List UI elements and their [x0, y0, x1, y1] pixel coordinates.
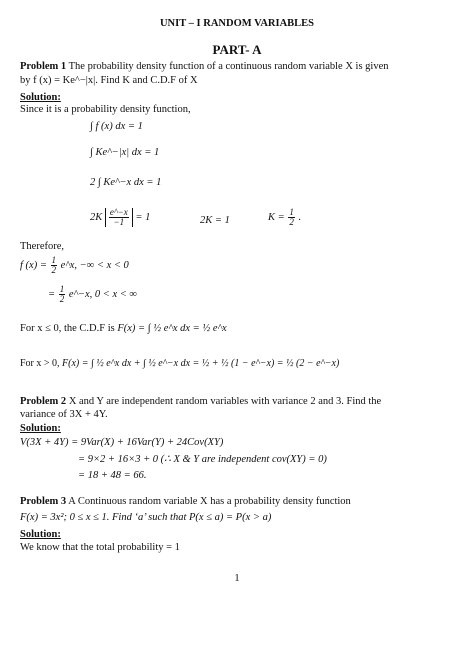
problem3-text-line1: A Continuous random variable X has a probability density function [68, 496, 351, 507]
problem3-solution-label: Solution: [20, 529, 61, 540]
problem1-pdf-line2-numerator: 1 [59, 284, 65, 294]
problem1-cdf-line1 [20, 322, 227, 335]
problem1-eq4-denominator: −1 [113, 217, 125, 227]
part-title: PART- A [212, 42, 262, 57]
problem2-label: Problem 2 [20, 396, 67, 407]
problem1-cdf-line2 [20, 358, 339, 371]
problem1-pdf-line1-numerator: 1 [51, 255, 57, 265]
problem1-cdf2-expr: F(x) = ∫ ½ e^x dx + ∫ ½ e^−x dx = ½ + ½ (1 − e^−x) = ½ (2 − e^−x) [62, 358, 340, 369]
problem2-eq3: = 18 + 48 = 66. [78, 470, 147, 481]
problem1-eq5: 2K = 1 [200, 215, 230, 226]
problem1-cdf1-prefix: For x ≤ 0, the C.D.F is [20, 323, 115, 334]
problem1-cdf2-prefix: For x > 0, [20, 358, 60, 369]
problem1-therefore: Therefore, [20, 241, 65, 252]
problem1-eq4 [90, 208, 150, 227]
page-number: 1 [234, 573, 240, 584]
problem1-pdf-line1-fraction [51, 256, 58, 275]
problem1-pdf-line1 [20, 256, 129, 275]
problem1-text-line1: The probability density function of a continuous random variable X is given [68, 61, 389, 72]
problem1-eq2-text: ∫ Ke^−|x| dx = 1 [90, 147, 160, 158]
problem1-pdf-line1-left: f (x) = [20, 259, 47, 271]
problem1-label: Problem 1 [20, 61, 67, 72]
problem1-eq6-left: K = [268, 211, 285, 223]
problem3-statement-line1 [20, 495, 351, 508]
problem2-solution-label: Solution: [20, 423, 61, 434]
problem1-cdf1-expr: F(x) = ∫ ½ e^x dx = ½ e^x [117, 323, 227, 334]
problem1-eq6-end: . [298, 211, 302, 223]
problem1-pdf-line1-denominator: 2 [51, 265, 57, 275]
problem1-eq6-fraction [288, 208, 295, 227]
unit-title: UNIT – I RANDOM VARIABLES [159, 18, 315, 29]
problem1-pdf-line2-right: e^−x, 0 < x < ∞ [68, 288, 137, 300]
problem1-pdf-line2-denominator: 2 [59, 294, 65, 304]
problem1-eq4-bracket [105, 208, 133, 227]
problem1-solution-label: Solution: [20, 92, 61, 103]
problem1-eq1 [90, 120, 143, 133]
problem1-pdf-line2-left: = [48, 288, 56, 300]
problem1-eq4-fraction [109, 208, 129, 227]
problem3-intro: We know that the total probability = 1 [20, 542, 180, 553]
problem1-pdf-line2-fraction [59, 285, 66, 304]
problem1-intro: Since it is a probability density function, [20, 104, 191, 115]
problem2-eq1: V(3X + 4Y) = 9Var(X) + 16Var(Y) + 24Cov(XY) [20, 437, 224, 448]
problem1-eq1-text: ∫ f (x) dx = 1 [90, 121, 143, 132]
problem1-pdf-line2 [48, 285, 137, 304]
problem1-eq4-left: 2K [90, 211, 103, 223]
problem1-statement-line1 [20, 60, 389, 73]
problem3-text-line2: F(x) = 3x²; 0 ≤ x ≤ 1. Find ‘a’ such that P(x ≤ a) = P(x > a) [20, 512, 272, 523]
problem2-statement-line1 [20, 395, 381, 408]
problem2-text-line1: X and Y are independent random variables with variance 2 and 3. Find the [68, 396, 382, 407]
problem1-eq3 [90, 176, 161, 189]
problem1-eq3-text: 2 ∫ Ke^−x dx = 1 [90, 177, 162, 188]
problem3-label: Problem 3 [20, 496, 67, 507]
problem2-eq2: = 9×2 + 16×3 + 0 (∴ X & Y are independent cov(XY) = 0) [78, 454, 327, 465]
problem2-text-line2: variance of 3X + 4Y. [20, 409, 108, 420]
problem1-text-line2: by f (x) = Ke^−|x|. Find K and C.D.F of X [20, 75, 198, 86]
problem1-eq6-numerator: 1 [289, 207, 294, 217]
problem1-eq2 [90, 146, 159, 159]
problem1-pdf-line1-right: e^x, −∞ < x < 0 [60, 259, 129, 271]
problem1-eq4-right: = 1 [135, 211, 151, 223]
problem1-eq6-denominator: 2 [289, 217, 294, 227]
problem1-eq4-numerator: e^−x [109, 207, 128, 217]
problem1-eq6 [268, 208, 301, 227]
